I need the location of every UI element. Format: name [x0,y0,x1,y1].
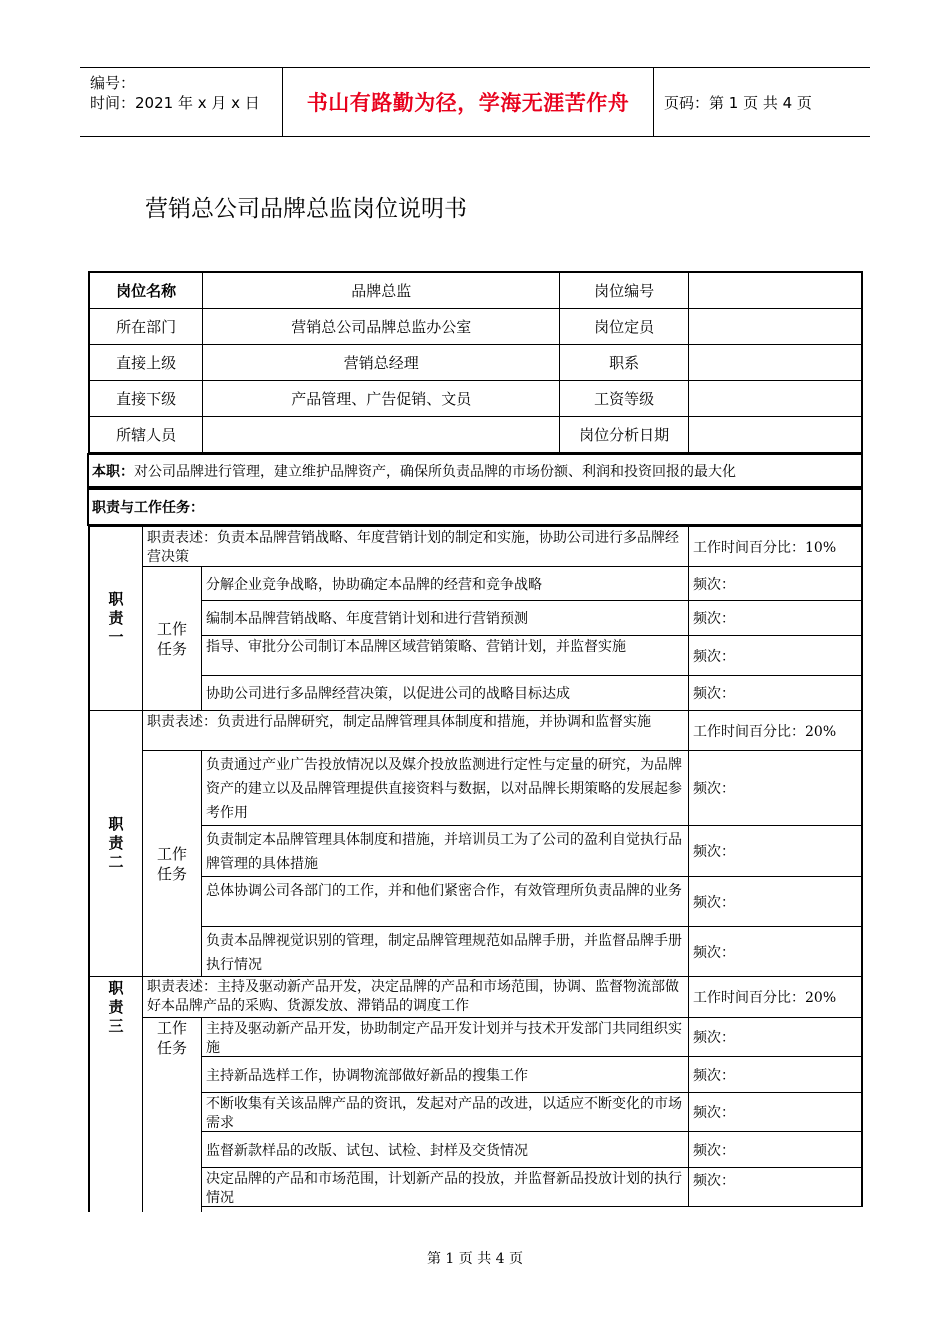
document-time-label: 时间：2021 年 x 月 x 日 [90,94,260,112]
field-label: 岗位编号 [560,272,689,309]
field-label: 岗位定员 [560,309,689,345]
document-header [80,67,870,137]
field-label: 直接下级 [89,381,203,417]
task-item: 分解企业竞争战略，协助确定本品牌的经营和竞争战略 [201,566,689,601]
percentage-text: 工作时间百分比：10% [693,539,837,556]
task-item: 决定品牌的产品和市场范围，计划新产品的投放，并监督新品投放计划的执行情况 [201,1167,689,1207]
field-label: 岗位名称 [89,272,203,309]
task-frequency: 频次： [688,1017,863,1057]
field-value: 品牌总监 [203,272,560,309]
task-item: 编制本品牌营销战略、年度营销计划和进行营销预测 [201,600,689,636]
task-item: 总体协调公司各部门的工作，并和他们紧密合作，有效管理所负责品牌的业务 [201,876,689,927]
position-info-table [88,271,863,453]
duty-1-description: 职责表述：负责本品牌营销战略、年度营销计划的制定和实施，协助公司进行多品牌经营决策 [142,526,689,567]
summary-text: 对公司品牌进行管理，建立维护品牌资产，确保所负责品牌的市场份额、利润和投资回报的最大化 [134,463,736,480]
field-label: 所辖人员 [89,417,203,453]
motto-text: 书山有路勤为径，学海无涯苦作舟 [306,91,630,115]
task-frequency: 频次： [688,675,863,711]
task-frequency: 频次： [688,566,863,601]
table-row [89,309,862,345]
task-item: 主持及驱动新产品开发，协助制定产品开发计划并与技术开发部门共同组织实施 [201,1017,689,1057]
field-label: 直接上级 [89,345,203,381]
duty-2-task-label [142,750,202,977]
task-item: 协助公司进行多品牌经营决策，以促进公司的战略目标达成 [201,675,689,711]
document-code-label: 编号： [90,74,136,92]
page-footer: 第 1 页 共 4 页 [426,1251,524,1267]
table-row [89,345,862,381]
task-frequency: 频次： [688,1131,863,1168]
task-label-text: 工作任务 [156,619,187,658]
percentage-text: 工作时间百分比：20% [693,990,837,1006]
task-frequency: 频次： [688,750,863,826]
duty-name: 职责一 [108,590,124,646]
field-value [688,381,862,417]
task-item: 负责通过产业广告投放情况以及媒介投放监测进行定性与定量的研究，为品牌资产的建立以及品牌管理提供直接资料与数据，以对品牌长期策略的发展起参考作用 [201,750,689,826]
field-label: 工资等级 [560,381,689,417]
task-frequency: 频次： [688,600,863,636]
duties-heading-text: 职责与工作任务： [92,500,204,516]
task-item: 指导、审批分公司制订本品牌区域营销策略、营销计划，并监督实施 [201,635,689,676]
table-row [89,272,862,309]
task-frequency: 频次： [688,635,863,676]
field-label: 职系 [560,345,689,381]
page-title: 营销总公司品牌总监岗位说明书 [145,196,467,222]
duty-2-description: 职责表述：负责进行品牌研究，制定品牌管理具体制度和措施，并协调和监督实施 [142,710,689,751]
field-value [688,272,862,309]
task-item: 主持新品选样工作，协调物流部做好新品的搜集工作 [201,1056,689,1093]
page-number-label: 页码：第 1 页 共 4 页 [664,93,812,112]
task-frequency: 频次： [688,1092,863,1132]
header-page-cell [654,68,870,136]
task-item: 监督新款样品的改版、试包、试检、封样及交货情况 [201,1131,689,1168]
summary-label: 本职： [92,463,134,480]
task-frequency: 频次： [688,926,863,977]
task-label-text: 工作任务 [156,1019,187,1057]
duty-2-percentage [688,710,863,751]
duty-3-description: 职责表述：主持及驱动新产品开发，决定品牌的产品和市场范围，协调、监督物流部做好本品牌产品的采购、货源发放、滞销品的调度工作 [142,976,689,1018]
field-value [688,345,862,381]
task-item: 负责制定本品牌管理具体制度和措施，并培训员工为了公司的盈利自觉执行品牌管理的具体措施 [201,825,689,877]
duty-3-label [88,976,143,1212]
field-label: 岗位分析日期 [560,417,689,453]
field-label: 所在部门 [89,309,203,345]
duty-1-label [88,526,143,711]
field-value: 营销总经理 [203,345,560,381]
task-frequency: 频次： [688,1167,863,1207]
percentage-text: 工作时间百分比：20% [693,723,837,740]
duty-name: 职责三 [108,979,124,1035]
duty-2-label [88,710,143,977]
job-summary [87,453,863,488]
task-label-text: 工作任务 [156,844,187,883]
task-item: 不断收集有关该品牌产品的资讯，发起对产品的改进，以适应不断变化的市场需求 [201,1092,689,1132]
field-value [203,417,560,453]
table-row [89,417,862,453]
duty-3-task-label [142,1017,202,1212]
duty-1-percentage [688,526,863,567]
duties-heading [87,488,863,526]
header-meta-cell [80,68,283,136]
table-row [89,381,862,417]
field-value: 营销总公司品牌总监办公室 [203,309,560,345]
field-value: 产品管理、广告促销、文员 [203,381,560,417]
duty-1-task-label [142,566,202,711]
task-frequency: 频次： [688,876,863,927]
task-item: 负责本品牌视觉识别的管理，制定品牌管理规范如品牌手册，并监督品牌手册执行情况 [201,926,689,977]
field-value [688,309,862,345]
header-motto-cell [283,68,654,136]
task-frequency: 频次： [688,1056,863,1093]
duty-name: 职责二 [108,815,124,871]
field-value [688,417,862,453]
task-frequency: 频次： [688,825,863,877]
duty-3-percentage [688,976,863,1018]
